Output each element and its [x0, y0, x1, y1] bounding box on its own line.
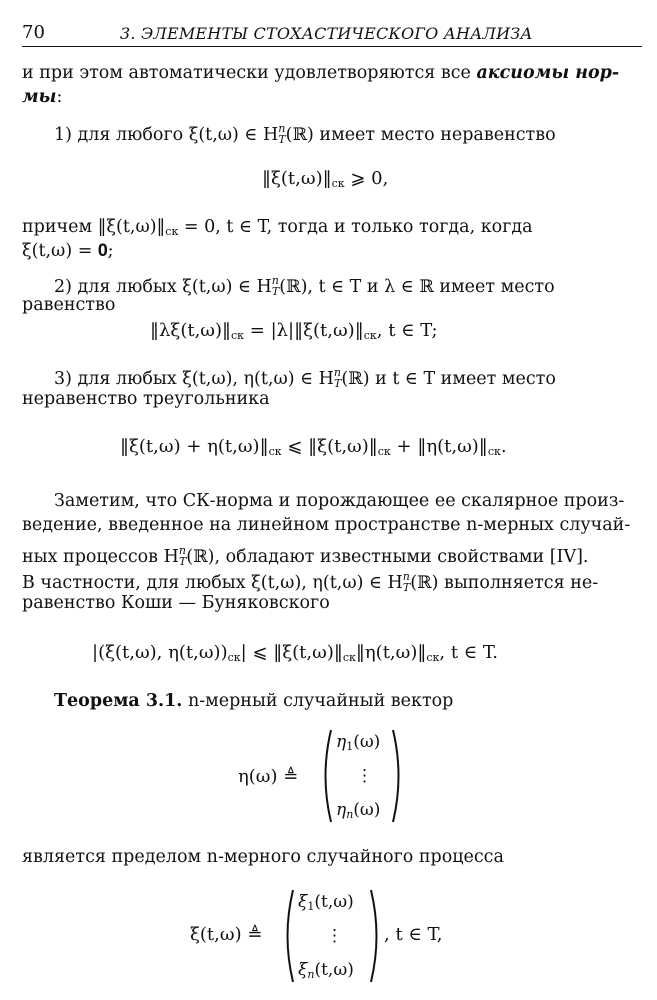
axiom-2: 2) для любых ξ(t,ω) ∈ $H^n_T(ℝ)$, t ∈ T и λ ∈ ℝ имеет место [54, 274, 555, 298]
vector-eta-entries [332, 730, 392, 826]
formula-homogeneity: $‖\lambda\xi(t,\omega)‖_{ск}$ = $|\lambda|‖\xi(t,\omega)‖_{ск}$, t ∈ T; [150, 320, 438, 342]
text-line: причем $‖\xi(t,\omega)‖_{ск} = 0$, t ∈ T, тогда и только тогда, когда [22, 217, 533, 238]
vector-entry: $\xi_n(t,\omega)$ [298, 960, 354, 981]
text-line: ведение, введенное на линейном пространстве n-мерных случай- [22, 515, 631, 535]
vector-entry: $\xi_1(t,\omega)$ [298, 892, 354, 913]
vector-dots: ⋮ [356, 766, 373, 786]
text-line: В частности, для любых ξ(t,ω), η(t,ω) ∈ $H^n_T(ℝ)$ выполняется не- [22, 570, 599, 594]
formula-nonnegativity: $‖\xi(t,\omega)‖_{ск}$ ⩾ 0, [262, 168, 389, 190]
vector-dots: ⋮ [326, 926, 343, 946]
vector-xi-tail: , t ∈ T, [384, 924, 443, 945]
formula-triangle-inequality: ‖ξ(t,ω) + $\eta(t,\omega)‖_{ск}$ ⩽ $‖\xi(t,\omega)‖_{ск}$ + $‖\eta(t,\omega)‖_{ск}$. [120, 436, 507, 458]
vector-eta-lhs: η(ω) ≜ [238, 766, 299, 787]
running-title: 3. ЭЛЕМЕНТЫ СТОХАСТИЧЕСКОГО АНАЛИЗА [120, 24, 533, 43]
page-number: 70 [22, 22, 45, 43]
vector-entry: $\eta_1(\omega)$ [336, 732, 381, 753]
vector-xi-entries [294, 890, 370, 986]
text-line: является пределом n-мерного случайного процесса [22, 847, 504, 867]
theorem-heading: Теорема 3.1. n-мерный случайный вектор [54, 691, 454, 711]
text-line: и при этом автоматически удовлетворяются все аксиомы нор- [22, 63, 620, 83]
emphasis-term: аксиомы нор- [476, 63, 620, 83]
right-paren-icon [368, 888, 384, 984]
running-header [22, 22, 642, 47]
vector-entry: $\eta_n(\omega)$ [336, 800, 381, 821]
formula-cauchy-bunyakovsky: |(ξ(t,ω), $\eta(t,\omega))_{ск}|$ ⩽ $‖\xi(t,\omega)‖_{ск}‖\eta(t,\omega)‖_{ск}$, t ∈ T. [92, 642, 498, 664]
text-line: Заметим, что СК-норма и порождающее ее скалярное произ- [54, 491, 625, 511]
text-line: равенство Коши — Буняковского [22, 593, 330, 613]
theorem-label: Теорема 3.1. [54, 691, 183, 711]
text-line: мы: [22, 87, 63, 107]
axiom-3: 3) для любых ξ(t,ω), η(t,ω) ∈ $H^n_T(ℝ)$ и t ∈ T имеет место [54, 366, 556, 390]
text-line: неравенство треугольника [22, 389, 270, 409]
text-line: равенство [22, 295, 116, 315]
axiom-1: 1) для любого ξ(t,ω) ∈ $H^n_T(ℝ)$ имеет место неравенство [54, 122, 556, 146]
right-paren-icon [390, 728, 406, 824]
text-line: ных процессов $H^n_T(ℝ)$, обладают известными свойствами [IV]. [22, 544, 589, 568]
vector-xi-lhs: ξ(t,ω) ≜ [190, 924, 263, 945]
text-line: ξ(t,ω) = 𝟎; [22, 241, 114, 261]
